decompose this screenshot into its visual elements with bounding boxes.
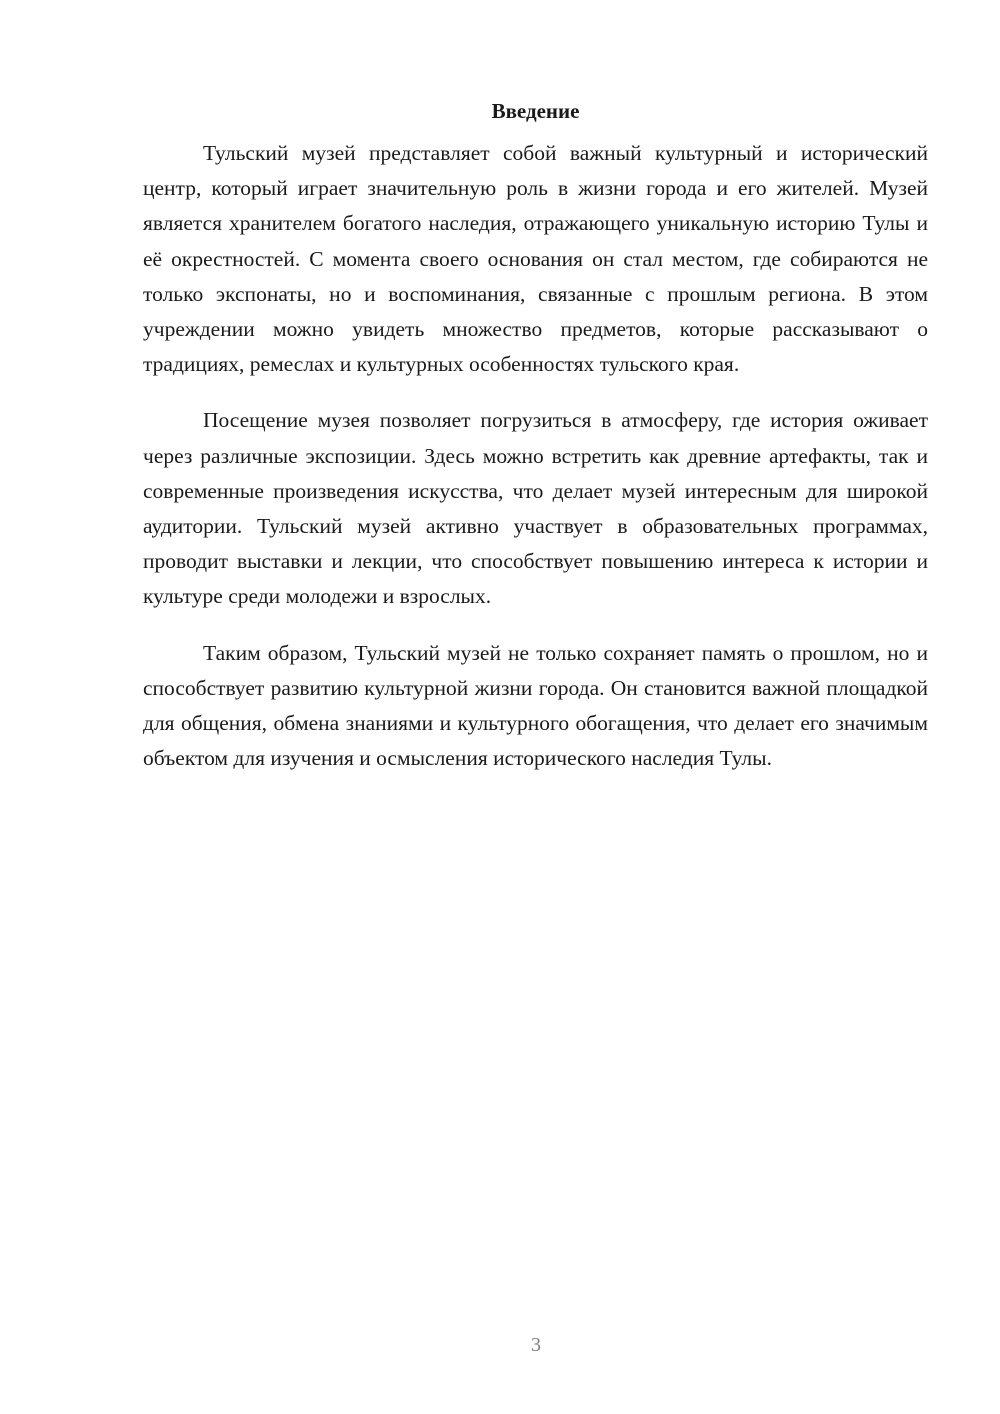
paragraph-1: Тульский музей представляет собой важный культурный и исторический центр, который играет значительную роль в жизни города и его жителей. Музей является хранителем богатого наследия, отражающего уникальную историю Тулы и её окрестностей. С момента своего основания он стал местом, где собираются не только экспонаты, но и воспоминания, связанные с прошлым региона. В этом учреждении можно увидеть множество предметов, которые рассказывают о традициях, ремеслах и культурных особенностях тульского края. [143,141,928,377]
section-heading: Введение [491,99,580,123]
page-content [143,96,928,797]
paragraph-2: Посещение музея позволяет погрузиться в атмосферу, где история оживает через различные экспозиции. Здесь можно встретить как древние артефакты, так и современные произведения искусства, что делает музей интересным для широкой аудитории. Тульский музей активно участвует в образовательных программах, проводит выставки и лекции, что способствует повышению интереса к истории и культуре среди молодежи и взрослых. [143,408,928,609]
paragraph-3: Таким образом, Тульский музей не только сохраняет память о прошлом, но и способствует развитию культурной жизни города. Он становится важной площадкой для общения, обмена знаниями и культурного обогащения, что делает его значимым объектом для изучения и осмысления исторического наследия Тулы. [143,640,928,771]
page-number: 3 [531,1334,541,1356]
